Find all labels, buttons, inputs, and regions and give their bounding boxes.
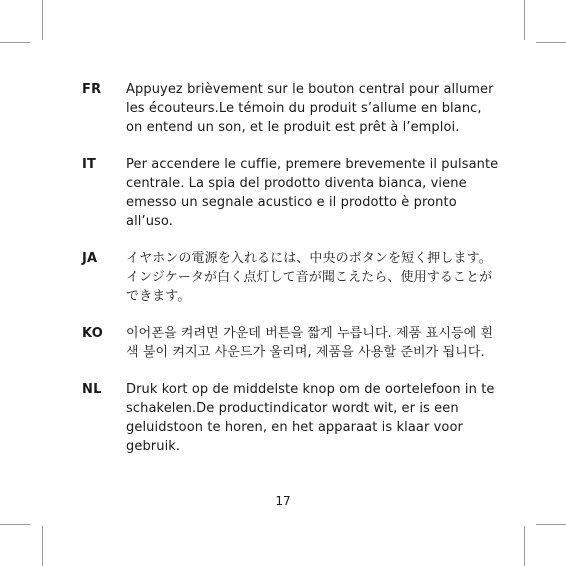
language-code-nl: NL [82,382,102,397]
instruction-sections [82,80,502,474]
section-ja [82,249,502,306]
crop-mark-bottom-right-horizontal [536,524,566,525]
crop-mark-bottom-right [524,526,525,566]
language-code-it: IT [82,157,97,172]
page-number: 17 [275,494,291,508]
language-code-fr: FR [82,82,102,97]
crop-mark-top-left [42,0,43,40]
section-it [82,155,502,231]
section-nl [82,380,502,456]
crop-mark-bottom-left [42,526,43,566]
section-ko [82,324,502,362]
section-fr [82,80,502,137]
crop-mark-top-left-horizontal [0,42,30,43]
language-code-ja: JA [82,251,98,266]
crop-mark-bottom-left-horizontal [0,524,30,525]
instruction-text-ko: 이어폰을 켜려면 가운데 버튼을 짧게 누릅니다. 제품 표시등에 흰색 불이 켜지고 사운드가 울리며, 제품을 사용할 준비가 됩니다. [126,326,494,360]
language-code-ko: KO [82,326,103,341]
instruction-text-fr: Appuyez brièvement sur le bouton central pour allumer les écouteurs.Le témoin du produit s’allume en blanc, on entend un son, et le produit est prêt à l’emploi. [126,82,494,135]
instruction-text-nl: Druk kort op de middelste knop om de oortelefoon in te schakelen.De productindicator wordt wit, er is een geluidstoon te horen, en het apparaat is klaar voor gebruik. [126,382,495,454]
crop-mark-top-right [524,0,525,40]
instruction-text-it: Per accendere le cuffie, premere brevemente il pulsante centrale. La spia del prodotto diventa bianca, viene emesso un segnale acustico e il prodotto è pronto all’uso. [126,157,499,229]
crop-mark-top-right-horizontal [536,42,566,43]
instruction-text-ja: イヤホンの電源を入れるには、中央のボタンを短く押します。インジケータが白く点灯して音が聞こえたら、使用することができます。 [126,251,493,304]
